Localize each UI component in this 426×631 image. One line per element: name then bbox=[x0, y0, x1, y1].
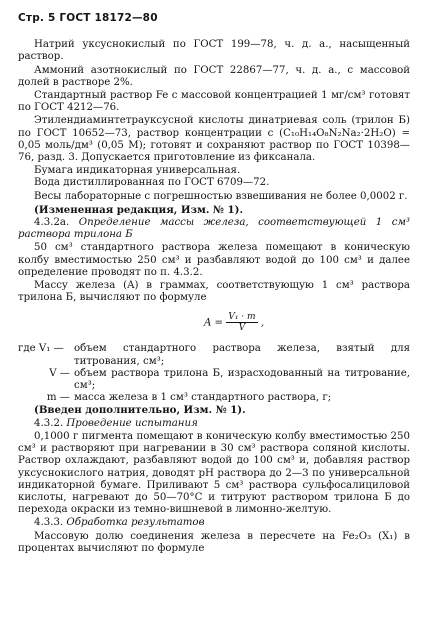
section-number: 4.3.2. bbox=[34, 417, 64, 429]
definition-row bbox=[18, 343, 410, 367]
definition-text: объем раствора трилона Б, израсходованный на титрование, см³; bbox=[74, 367, 410, 392]
paragraph-results-formula-intro: Массовую долю соединения железа в пересчете на Fe₂O₃ (X₁) в процентах вычисляют по формуле bbox=[18, 530, 410, 554]
formula-fraction bbox=[226, 312, 257, 333]
formula-lhs: A = bbox=[203, 317, 224, 329]
section-title: Обработка результатов bbox=[66, 517, 205, 529]
formula-definitions bbox=[18, 343, 410, 404]
paragraph-procedure-50cm3: 50 см³ стандартного раствора железа помещают в коническую колбу вместимостью 250 см³ и разбавляют водой до 100 см³ и далее определение проводят по п. 4.3.2. bbox=[18, 242, 410, 278]
formula-numerator: V₁ · m bbox=[228, 312, 256, 323]
formula-tail: , bbox=[260, 317, 265, 329]
section-4-3-2-heading bbox=[18, 418, 410, 430]
definition-symbol: m — bbox=[46, 392, 70, 404]
addition-note: (Введен дополнительно, Изм. № 1). bbox=[34, 404, 246, 417]
definition-symbol: V — bbox=[49, 367, 70, 379]
section-number: 4.3.3. bbox=[34, 517, 64, 529]
paragraph-scales: Весы лабораторные с погрешностью взвешивания не более 0,0002 г. bbox=[34, 190, 408, 202]
definition-text: масса железа в 1 см³ стандартного раствора, г; bbox=[74, 392, 332, 404]
page-header: Стр. 5 ГОСТ 18172—80 bbox=[18, 12, 158, 24]
definition-symbol: где V₁ — bbox=[18, 343, 64, 355]
formula-a bbox=[58, 312, 410, 333]
definition-text: объем стандартного раствора железа, взятый для титрования, см³; bbox=[74, 343, 410, 367]
document-page bbox=[18, 12, 410, 555]
paragraph-mass-iron-formula-intro: Массу железа (A) в граммах, соответствующую 1 см³ раствора трилона Б, вычисляют по формуле bbox=[18, 280, 410, 304]
paragraph-distilled-water: Вода дистиллированная по ГОСТ 6709—72. bbox=[34, 177, 270, 189]
paragraph-indicator-paper: Бумага индикаторная универсальная. bbox=[34, 165, 241, 177]
definition-row bbox=[18, 368, 410, 392]
section-title: Определение массы железа, соответствующей 1 см³ раствора трилона Б bbox=[18, 217, 410, 241]
paragraph-trilon-b: Этилендиаминтетрауксусной кислоты динатриевая соль (трилон Б) по ГОСТ 10652—73, раствор концентрации с (C₁₀H₁₄O₈N₂Na₂·2H₂O) = 0,05 моль/дм³ (0,05 М); готовят и сохраняют раствор по ГОСТ 10398—76, разд. 3. Допускается приготовление из фиксанала. bbox=[18, 115, 410, 164]
formula-denominator: V bbox=[238, 323, 246, 334]
section-4-3-2a-heading bbox=[18, 217, 410, 241]
paragraph-test-procedure: 0,1000 г пигмента помещают в коническую колбу вместимостью 250 см³ и растворяют при нагревании в 30 см³ раствора соляной кислоты. Раствор охлаждают, разбавляют водой до 100 см³ и, добавляя раствор уксуснокислого натрия, доводят pH раствора до 2—3 по универсальной индикаторной бумаге. Приливают 5 см³ раствора сульфосалициловой кислоты, нагревают до 50—70°C и титруют раствором трилона Б до перехода окраски из темно-вишневой в лимонно-желтую. bbox=[18, 430, 410, 516]
amendment-note: (Измененная редакция, Изм. № 1). bbox=[34, 203, 244, 216]
paragraph-iron-standard: Стандартный раствор Fe с массовой концентрацией 1 мг/см³ готовят по ГОСТ 4212—76. bbox=[18, 90, 410, 114]
paragraph-sodium-acetate: Натрий уксуснокислый по ГОСТ 199—78, ч. д. а., насыщенный раствор. bbox=[18, 39, 410, 63]
section-title: Проведение испытания bbox=[66, 417, 198, 429]
section-4-3-3-heading bbox=[18, 517, 410, 529]
section-number: 4.3.2а. bbox=[34, 217, 70, 229]
paragraph-ammonium-nitrate: Аммоний азотнокислый по ГОСТ 22867—77, ч. д. а., с массовой долей в растворе 2%. bbox=[18, 64, 410, 88]
definition-row bbox=[18, 392, 410, 404]
